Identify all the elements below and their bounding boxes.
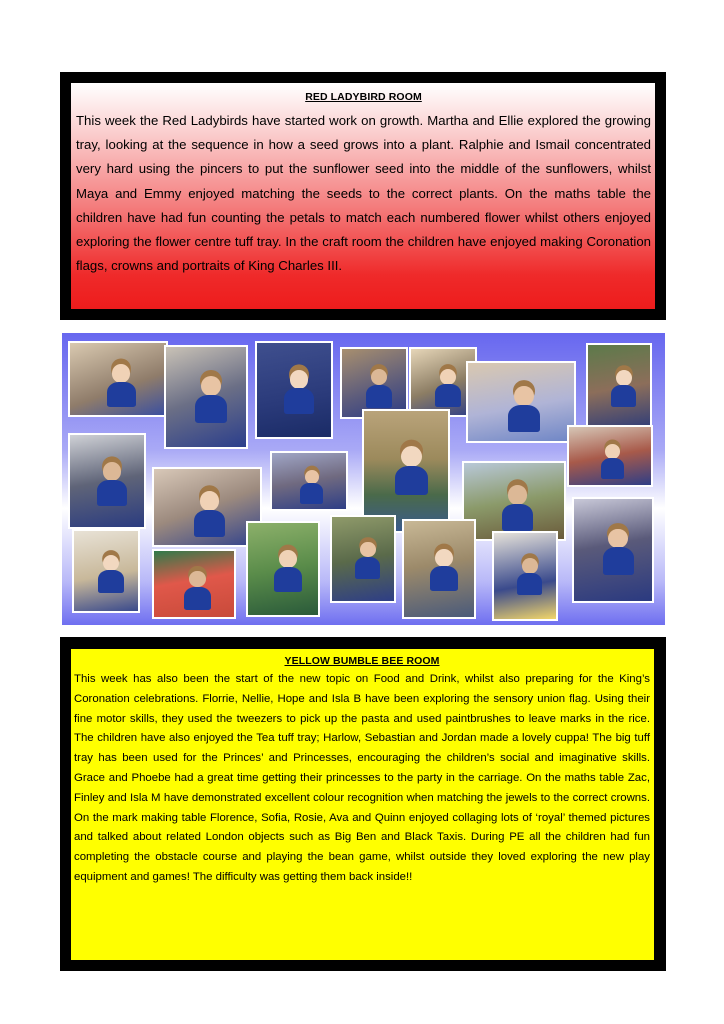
collage-photo [72, 529, 140, 613]
collage-photo [246, 521, 320, 617]
collage-photo [68, 341, 168, 417]
yellow-bumble-bee-room-content [71, 649, 654, 960]
collage-photo [567, 425, 653, 487]
red-ladybird-room-title: RED LADYBIRD ROOM [305, 91, 422, 103]
collage-photo [152, 549, 236, 619]
collage-photo [255, 341, 333, 439]
red-ladybird-room-panel [60, 72, 666, 320]
collage-photo [492, 531, 558, 621]
yellow-bumble-bee-room-panel [60, 637, 666, 971]
collage-photo [270, 451, 348, 511]
collage-photo [572, 497, 654, 603]
photo-collage [62, 333, 665, 625]
yellow-bumble-bee-room-text: This week has also been the start of the new topic on Food and Drink, whilst also preparing for the King’s Coronation celebrations. Florrie, Nellie, Hope and Isla B have been exploring the sensory union flag. Using their fine motor skills, they used the tweezers to pick up the pasta and used paintbrushes to leave marks in the rice. The children have also enjoyed the Tea tuff tray; Harlow, Sebastian and Jordan made a lovely cuppa! The big tuff tray has been used for the Princes’ and Princesses, encouraging the children’s social and imaginative skills. Grace and Phoebe had a great time getting their princesses to the party in the carriage. On the maths table Zac, Finley and Isla M have demonstrated excellent colour recognition when matching the jewels to the correct crowns. On the mark making table Florence, Sofia, Rosie, Ava and Quinn enjoyed collaging lots of ‘royal’ themed pictures and talked about related London objects such as Big Ben and Black Taxis. During PE all the children had fun completing the obstacle course and playing the bean game, whilst outside they loved exploring the new play equipment and games! The difficulty was getting them back inside!! [74, 673, 650, 883]
yellow-bumble-bee-room-title: YELLOW BUMBLE BEE ROOM [284, 655, 440, 667]
collage-photo [330, 515, 396, 603]
collage-photo [462, 461, 566, 541]
collage-photo [466, 361, 576, 443]
red-ladybird-room-text: This week the Red Ladybirds have started work on growth. Martha and Ellie explored the growing tray, looking at the sequence in how a seed grows into a plant. Ralphie and Ismail concentrated very hard using the pincers to put the sunflower seed into the middle of the sunflowers, whilst Maya and Emmy enjoyed matching the seeds to the correct plants. On the maths table the children have had fun counting the petals to match each numbered flower whilst others enjoyed exploring the flower centre tuff tray. In the craft room the children have enjoyed making Coronation flags, crowns and portraits of King Charles III. [76, 113, 651, 274]
red-ladybird-room-content [71, 83, 655, 309]
collage-photo [586, 343, 652, 433]
collage-photo [164, 345, 248, 449]
collage-photo [68, 433, 146, 529]
collage-photo [402, 519, 476, 619]
